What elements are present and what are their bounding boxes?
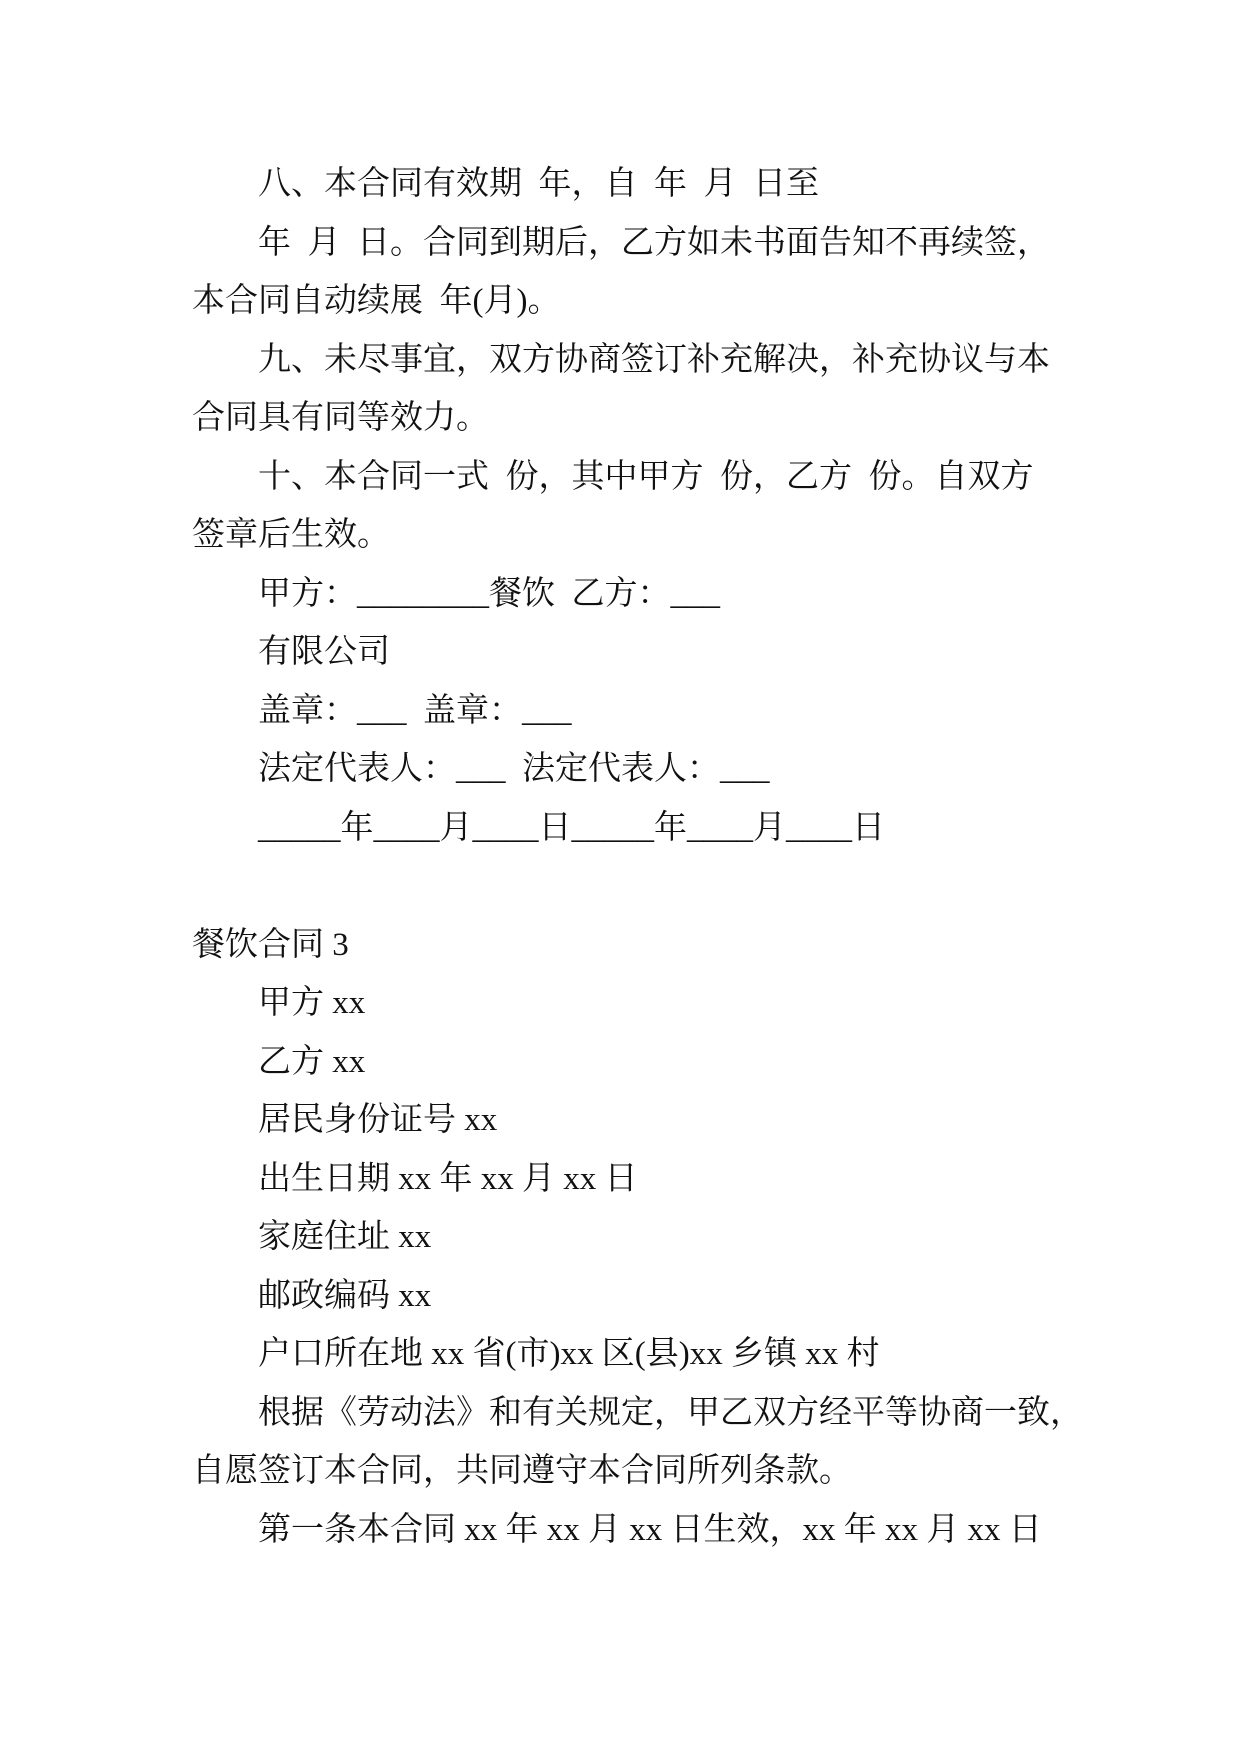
section-heading: 餐饮合同 3 [192, 926, 349, 963]
party-a-field: 甲方 xx [258, 985, 366, 1021]
party-b-field: 乙方 xx [258, 1043, 366, 1080]
household-registration-field: 户口所在地 xx 省(市)xx 区(县)xx 乡镇 xx 村 [258, 1336, 880, 1372]
clause-9-line-2: 合同具有同等效力。 [192, 400, 489, 436]
clause-8-line-1: 八、本合同有效期 年，自 年 月 日至 [258, 166, 819, 202]
clause-10-line-1: 十、本合同一式 份，其中甲方 份，乙方 份。自双方 [258, 458, 1034, 495]
signature-company-line: 有限公司 [258, 634, 390, 670]
postal-code-field: 邮政编码 xx [258, 1277, 432, 1314]
signature-date-line: _____年____月____日_____年____月____日 [258, 809, 885, 846]
document-body [192, 155, 1092, 1559]
birth-date-field: 出生日期 xx 年 xx 月 xx 日 [258, 1160, 638, 1197]
home-address-field: 家庭住址 xx [258, 1219, 432, 1255]
clause-9-line-1: 九、未尽事宜，双方协商签订补充解决，补充协议与本 [258, 341, 1050, 378]
clause-8-line-3: 本合同自动续展 年(月)。 [192, 283, 561, 319]
paragraph-spacer [192, 857, 1092, 916]
preamble-line-2: 自愿签订本合同，共同遵守本合同所列条款。 [192, 1453, 852, 1489]
article-1-line-1: 第一条本合同 xx 年 xx 月 xx 日生效，xx 年 xx 月 xx 日 [258, 1511, 1042, 1548]
id-number-field: 居民身份证号 xx [258, 1102, 498, 1138]
signature-representative-line: 法定代表人：___ 法定代表人：___ [258, 751, 770, 787]
signature-parties-line: 甲方：________餐饮 乙方：___ [258, 575, 720, 612]
clause-10-line-2: 签章后生效。 [192, 517, 390, 553]
preamble-line-1: 根据《劳动法》和有关规定，甲乙双方经平等协商一致， [258, 1394, 1083, 1431]
signature-seal-line: 盖章：___ 盖章：___ [258, 692, 572, 729]
clause-8-line-2: 年 月 日。合同到期后，乙方如未书面告知不再续签， [258, 224, 1050, 261]
